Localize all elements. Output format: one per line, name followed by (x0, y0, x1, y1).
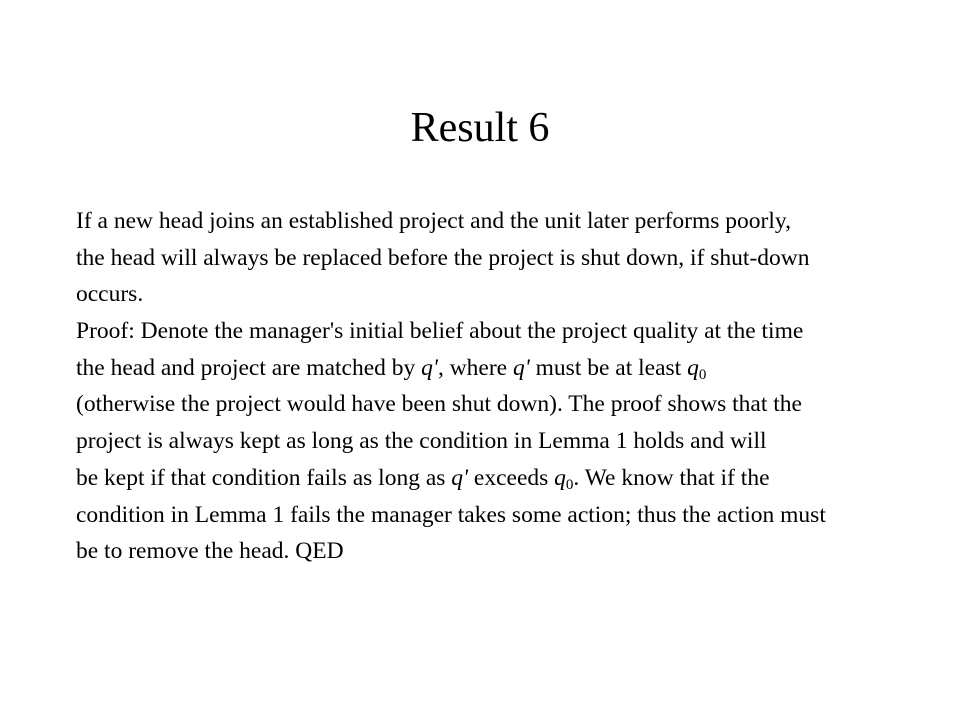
body-text: If a new head joins an established project and the unit later performs poorly, (76, 208, 791, 234)
body-line-8 (76, 460, 936, 497)
math-q-prime: q' (421, 354, 438, 381)
body-text: be kept if that condition fails as long as (76, 464, 452, 491)
math-q: q (687, 354, 699, 381)
body-text: be to remove the head. QED (76, 538, 344, 565)
body-text: condition in Lemma 1 fails the manager takes some action; thus the action must (76, 501, 826, 528)
math-subscript-zero: 0 (565, 476, 574, 493)
body-text: Proof: Denote the manager's initial belief about the project quality at the time (76, 318, 804, 345)
math-q-prime: q' (451, 464, 469, 491)
body-line-3 (76, 276, 936, 313)
body-line-10 (76, 533, 936, 570)
body-text: the head and project are matched by (76, 354, 422, 381)
body-line-5 (76, 350, 936, 387)
body-text: occurs. (76, 281, 144, 308)
math-q: q (554, 464, 566, 491)
body-text: the head will always be replaced before the project is shut down, if shut-down (76, 244, 810, 271)
body-text: . We know that if the (573, 464, 770, 491)
math-subscript-zero: 0 (698, 366, 707, 383)
body-line-6 (76, 386, 936, 423)
body-line-2 (76, 240, 936, 277)
body-line-4 (76, 313, 936, 350)
math-q-prime: q' (512, 354, 530, 381)
body-text: , where (437, 354, 513, 381)
body-text: must be at least (529, 354, 688, 381)
body-line-7 (76, 423, 936, 460)
body-line-9 (76, 497, 936, 534)
body-text: project is always kept as long as the condition in Lemma 1 holds and will (76, 428, 767, 455)
body-text: exceeds (468, 464, 555, 491)
slide-body (76, 203, 936, 570)
body-line-1 (76, 203, 936, 240)
slide-title: Result 6 (410, 105, 550, 151)
body-text: (otherwise the project would have been shut down). The proof shows that the (76, 391, 802, 418)
